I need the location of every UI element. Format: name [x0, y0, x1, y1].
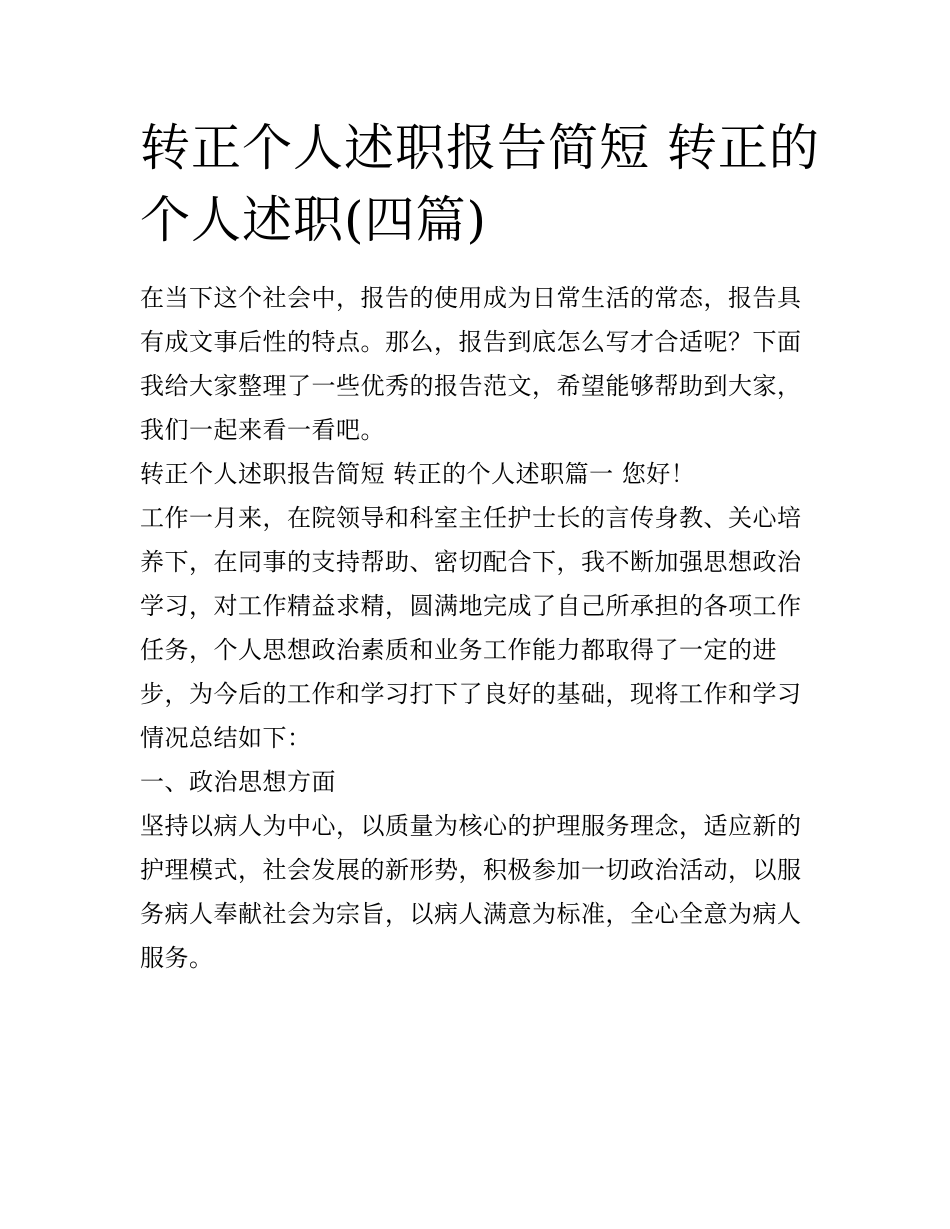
subheading-political-thought: 一、政治思想方面 [140, 768, 336, 796]
work-summary-paragraph: 工作一月来，在院领导和科室主任护士长的言传身教、关心培养下，在同事的支持帮助、密切配合下，我不断加强思想政治学习，对工作精益求精，圆满地完成了自己所承担的各项工作任务，个人思想政治素质和业务工作能力都取得了一定的进步，为今后的工作和学习打下了良好的基础，现将工作和学习情况总结如下： [140, 504, 802, 752]
title-spacing [140, 256, 820, 276]
document-title: 转正个人述职报告简短 转正的个人述职(四篇) [140, 119, 820, 249]
political-thought-paragraph: 坚持以病人为中心，以质量为核心的护理服务理念，适应新的护理模式，社会发展的新形势，积极参加一切政治活动，以服务病人奉献社会为宗旨，以病人满意为标准，全心全意为病人服务。 [140, 812, 802, 972]
intro-paragraph: 在当下这个社会中，报告的使用成为日常生活的常态，报告具有成文事后性的特点。那么，报告到底怎么写才合适呢？下面我给大家整理了一些优秀的报告范文，希望能够帮助到大家，我们一起来看一看吧。 [140, 284, 802, 444]
section-heading-part-one: 转正个人述职报告简短 转正的个人述职篇一 您好！ [140, 460, 696, 488]
document-body [140, 112, 820, 980]
